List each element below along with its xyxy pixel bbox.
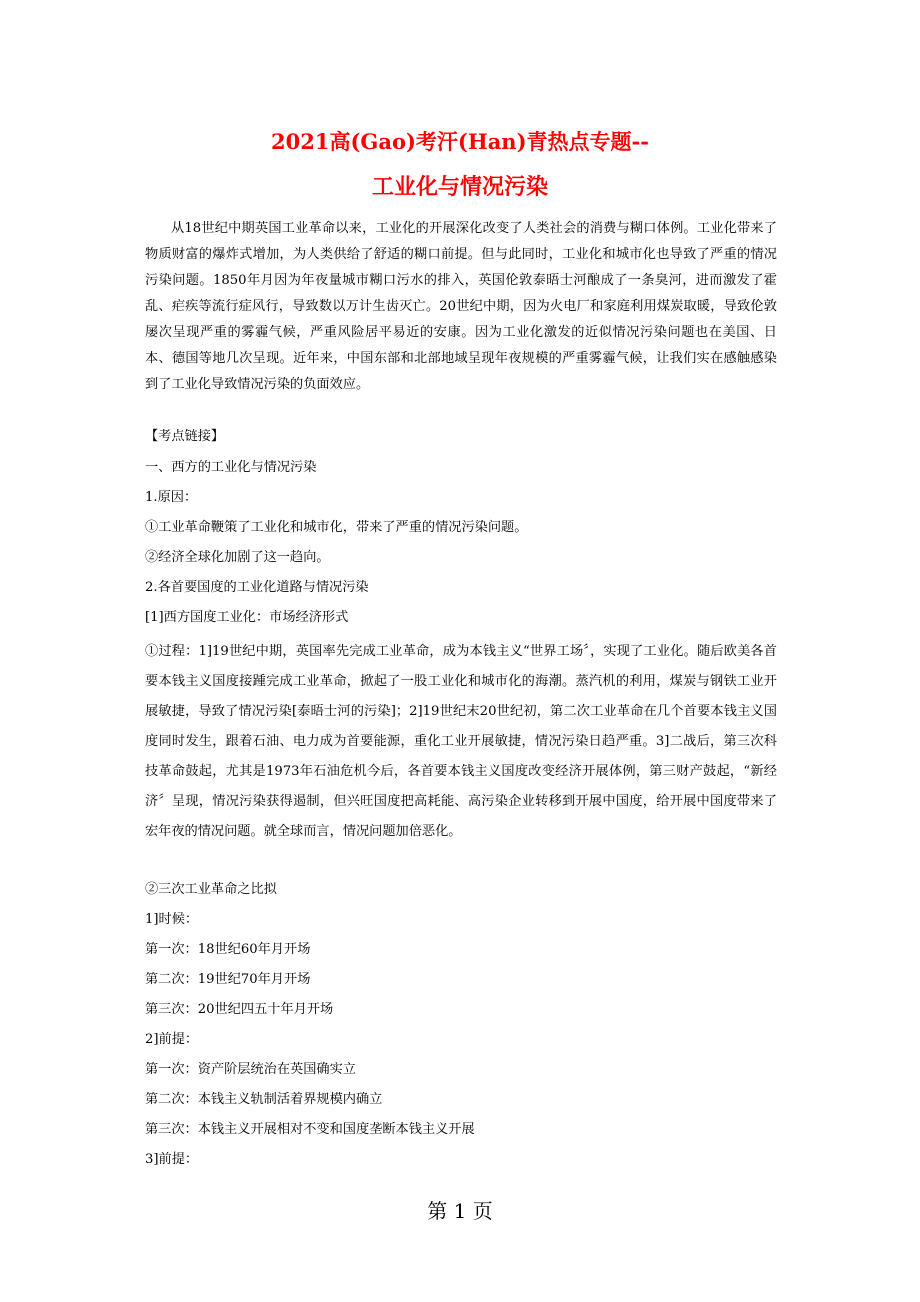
premise-1: 第一次：资产阶层统治在英国确实立 xyxy=(145,1062,356,1077)
intro-paragraph: 从18世纪中期英国工业革命以来，工业化的开展深化改变了人类社会的消费与糊口体例。工业化带来了物质财富的爆炸式增加，为人类供给了舒适的糊口前提。但与此同时，工业化和城市化也导致了严重的情况污染问题。1850年月因为年夜量城市糊口污水的排入，英国伦敦泰晤士河酿成了一条臭河，进而激发了霍乱、疟疾等流行症风行，导致数以万计生齿灭亡。20世纪中期，因为火电厂和家庭利用煤炭取暖，导致伦敦屡次呈现严重的雾霾气候，严重风险居平易近的安康。因为工业化激发的近似情况污染问题也在美国、日本、德国等地几次呈现。近年来，中国东部和北部地域呈现年夜规模的严重雾霾气候，让我们实在感触感染到了工业化导致情况污染的负面效应。 xyxy=(145,221,777,392)
reason-2: ②经济全球化加剧了这一趋向。 xyxy=(145,550,330,565)
time-3: 第三次：20世纪四五十年月开场 xyxy=(145,1002,334,1017)
part1-heading: 一、西方的工业化与情况污染 xyxy=(145,460,317,475)
roads-heading: 2.各首要国度的工业化道路与情况污染 xyxy=(145,580,369,595)
reason-1: ①工业革命鞭策了工业化和城市化，带来了严重的情况污染问题。 xyxy=(145,520,528,535)
time-1: 第一次：18世纪60年月开场 xyxy=(145,942,311,957)
premise-3: 第三次：本钱主义开展相对不变和国度垄断本钱主义开展 xyxy=(145,1122,475,1137)
compare-heading: ②三次工业革命之比拟 xyxy=(145,882,277,897)
page-number: 第 1 页 xyxy=(427,1199,493,1223)
title-line-2: 工业化与情况污染 xyxy=(371,174,548,200)
time-heading: 1]时候： xyxy=(145,912,199,927)
premise-heading: 2]前提： xyxy=(145,1032,199,1047)
kaodian-heading: 【考点链接】 xyxy=(145,429,225,444)
process-paragraph: ①过程：1]19世纪中期，英国率先完成工业革命，成为本钱主义“世界工场〞，实现了工业化。随后欧美各首要本钱主义国度接踵完成工业革命，掀起了一股工业化和城市化的海潮。蒸汽机的利用，煤炭与钢铁工业开展敏捷，导致了情况污染[泰晤士河的污染]；2]19世纪末20世纪初，第二次工业革命在几个首要本钱主义国度同时发生，跟着石油、电力成为首要能源，重化工业开展敏捷，情况污染日趋严重。3]二战后，第三次科技革命鼓起，尤其是1973年石油危机今后，各首要本钱主义国度改变经济开展体例，第三财产鼓起，“新经济〞呈现，情况污染获得遏制，但兴旺国度把高耗能、高污染企业转移到开展中国度，给开展中国度带来了宏年夜的情况问题。就全球而言，情况问题加倍恶化。 xyxy=(145,644,777,839)
reason-heading: 1.原因： xyxy=(145,490,198,505)
western-heading: [1]西方国度工业化：市场经济形式 xyxy=(145,610,349,625)
premise-heading-2: 3]前提： xyxy=(145,1152,199,1167)
premise-2: 第二次：本钱主义轨制活着界规模内确立 xyxy=(145,1092,383,1107)
time-2: 第二次：19世纪70年月开场 xyxy=(145,972,311,987)
title-line-1: 2021高(Gao)考汗(Han)青热点专题-- xyxy=(271,129,649,154)
